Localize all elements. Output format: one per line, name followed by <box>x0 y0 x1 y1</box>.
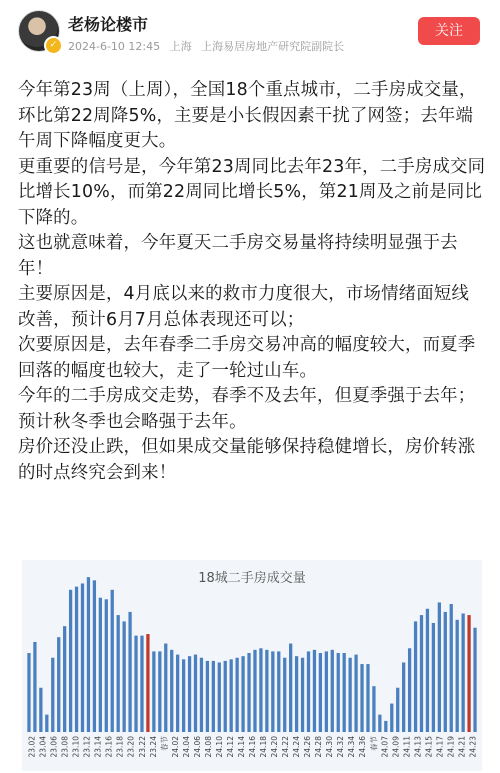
chart-tick-label: 24.09 <box>391 736 401 758</box>
chart-bar <box>134 636 137 732</box>
chart-bar <box>295 656 298 732</box>
chart-tick-label: 24.30 <box>325 736 335 758</box>
chart-bar <box>39 688 42 732</box>
chart-tick-label: 24.18 <box>259 736 269 758</box>
chart-tick-label: 23.10 <box>71 736 81 758</box>
article-paragraph: 更重要的信号是，今年第23周同比去年23年，二手房成交同比增长10%，而第22周同比增长5%，第21周及之前是同比下降的。 <box>18 156 486 228</box>
chart-bar <box>378 715 381 732</box>
chart-bar <box>432 623 435 732</box>
chart-bar <box>253 650 256 732</box>
author-name[interactable]: 老杨论楼市 <box>68 15 149 34</box>
chart-bar <box>473 628 476 732</box>
chart-tick-label: 24.32 <box>336 736 346 758</box>
chart-tick-label: 24.34 <box>347 736 357 758</box>
chart-bar <box>57 637 60 732</box>
chart-bar <box>152 651 155 732</box>
chart-bar <box>224 661 227 732</box>
chart-bar <box>420 615 423 732</box>
chart-bar <box>360 664 363 732</box>
chart-bar <box>396 688 399 732</box>
chart-bar <box>438 602 441 732</box>
chart-bar <box>259 648 262 732</box>
chart-bar <box>301 658 304 732</box>
article-paragraph: 主要原因是，4月底以来的救市力度很大，市场情绪面短线改善，预计6月7月总体表现还可以； <box>18 284 470 330</box>
chart-bar <box>271 651 274 732</box>
chart-bar <box>111 590 114 732</box>
chart-image[interactable] <box>22 560 482 771</box>
chart-bar <box>63 626 66 732</box>
chart-tick-label: 24.06 <box>192 736 202 758</box>
chart-bar <box>27 653 30 732</box>
author-title: 上海易居房地产研究院副院长 <box>201 40 345 53</box>
post-date: 2024-6-10 12:45 <box>68 40 161 53</box>
chart-tick-label: 24.17 <box>435 736 445 758</box>
article-paragraph: 今年第23周（上周），全国18个重点城市，二手房成交量，环比第22周降5%，主要是小长假因素干扰了网签；去年端午周下降幅度更大。 <box>18 80 477 151</box>
chart-tick-label: 24.16 <box>248 736 257 758</box>
chart-bar <box>402 662 405 732</box>
chart-bar <box>247 653 250 732</box>
chart-bar <box>218 662 221 732</box>
chart-bar <box>188 656 191 732</box>
post-location: 上海 <box>169 40 192 53</box>
chart-bar <box>176 655 179 732</box>
chart-tick-label: 24.24 <box>292 736 302 758</box>
chart-bar <box>230 659 233 732</box>
chart-bar <box>408 648 411 732</box>
chart-bar <box>236 658 239 732</box>
chart-bar <box>313 650 316 732</box>
chart-bar <box>343 653 346 732</box>
chart-bar <box>241 656 244 732</box>
chart-bar <box>467 615 470 732</box>
chart-tick-label: 24.14 <box>236 736 246 758</box>
chart-tick-label: 23.20 <box>126 736 136 758</box>
chart-bar <box>426 609 429 732</box>
chart-tick-label: 24.08 <box>203 736 213 758</box>
chart-tick-label: 24.13 <box>413 736 423 758</box>
chart-bar <box>69 590 72 732</box>
chart-tick-label: 24.21 <box>457 736 467 758</box>
chart-tick-label: 23.14 <box>93 736 103 758</box>
chart-tick-label: 23.24 <box>148 736 158 758</box>
chart-tick-label: 24.11 <box>402 736 412 758</box>
chart-bar <box>105 599 108 732</box>
chart-bar <box>206 661 209 732</box>
chart-bar <box>265 650 268 732</box>
chart-tick-label: 24.36 <box>358 736 368 758</box>
chart-tick-label: 24.07 <box>380 736 390 758</box>
follow-button[interactable]: 关注 <box>418 17 480 45</box>
chart-bar <box>307 651 310 732</box>
chart-bar <box>123 621 126 732</box>
post-meta <box>68 38 350 54</box>
chart-bar <box>182 659 185 732</box>
chart-bar <box>99 598 102 732</box>
chart-bar <box>75 587 78 732</box>
chart-tick-label: 24.12 <box>225 736 235 758</box>
article-paragraph: 房价还没止跌，但如果成交量能够保持稳健增长，房价转涨的时点终究会到来！ <box>18 437 476 483</box>
verified-badge-icon: ✓ <box>44 36 63 55</box>
chart-bar <box>366 664 369 732</box>
chart-bar <box>117 615 120 732</box>
chart-tick-label: 23.22 <box>137 736 147 758</box>
chart-bar <box>354 655 357 732</box>
chart-bar <box>45 715 48 732</box>
chart-tick-label: 23.06 <box>49 736 59 758</box>
chart-tick-label: 24.15 <box>424 736 434 758</box>
chart-bar <box>331 650 334 732</box>
chart-bar <box>325 651 328 732</box>
bar-chart <box>22 560 482 771</box>
chart-bar <box>33 642 36 732</box>
chart-bar <box>158 651 161 732</box>
chart-bar <box>170 650 173 732</box>
chart-bar <box>349 658 352 732</box>
chart-tick-label: 23.12 <box>82 736 92 758</box>
chart-tick-label: 24.19 <box>446 736 456 758</box>
chart-tick-label: 24.22 <box>281 736 291 758</box>
article-body <box>18 78 486 486</box>
chart-bar <box>128 612 131 732</box>
chart-tick-label: 23.02 <box>27 736 37 758</box>
chart-bar <box>444 612 447 732</box>
chart-bar <box>384 721 387 732</box>
chart-tick-label: 春节 <box>159 736 169 751</box>
chart-bar <box>414 621 417 732</box>
chart-bar <box>283 658 286 732</box>
chart-tick-label: 24.02 <box>170 736 180 758</box>
chart-tick-label: 23.18 <box>115 736 125 758</box>
chart-tick-label: 24.10 <box>214 736 224 758</box>
chart-title: 18城二手房成交量 <box>198 571 306 586</box>
chart-tick-label: 23.16 <box>104 736 114 758</box>
chart-bar <box>277 651 280 732</box>
post-header <box>0 0 500 64</box>
chart-bar <box>319 653 322 732</box>
chart-bar <box>450 604 453 732</box>
chart-tick-label: 24.26 <box>303 736 313 758</box>
chart-bar <box>140 636 143 732</box>
chart-tick-label: 24.04 <box>181 736 191 758</box>
article-paragraph: 次要原因是，去年春季二手房交易冲高的幅度较大，而夏季回落的幅度也较大，走了一轮过山车。 <box>18 335 476 381</box>
chart-bar <box>81 583 84 732</box>
chart-bar <box>390 704 393 732</box>
chart-tick-label: 23.08 <box>60 736 70 758</box>
chart-bar <box>87 577 90 732</box>
article-paragraph: 这也就意味着，今年夏天二手房交易量将持续明显强于去年！ <box>18 233 458 279</box>
chart-bar <box>93 580 96 732</box>
chart-bar <box>146 634 149 732</box>
chart-bar <box>194 655 197 732</box>
chart-tick-label: 春节 <box>369 736 379 751</box>
chart-bar <box>462 614 465 733</box>
chart-bar <box>200 658 203 732</box>
chart-bar <box>164 644 167 732</box>
chart-bar <box>212 661 215 732</box>
chart-bar <box>289 644 292 732</box>
article-paragraph: 今年的二手房成交走势，春季不及去年，但夏季强于去年；预计秋冬季也会略强于去年。 <box>18 386 476 432</box>
chart-tick-label: 24.20 <box>270 736 280 758</box>
chart-tick-label: 24.28 <box>314 736 324 758</box>
chart-bar <box>372 686 375 732</box>
chart-bar <box>337 653 340 732</box>
chart-tick-label: 23.04 <box>38 736 48 758</box>
chart-bar <box>51 658 54 732</box>
chart-bar <box>456 620 459 732</box>
chart-tick-label: 24.23 <box>468 736 478 758</box>
